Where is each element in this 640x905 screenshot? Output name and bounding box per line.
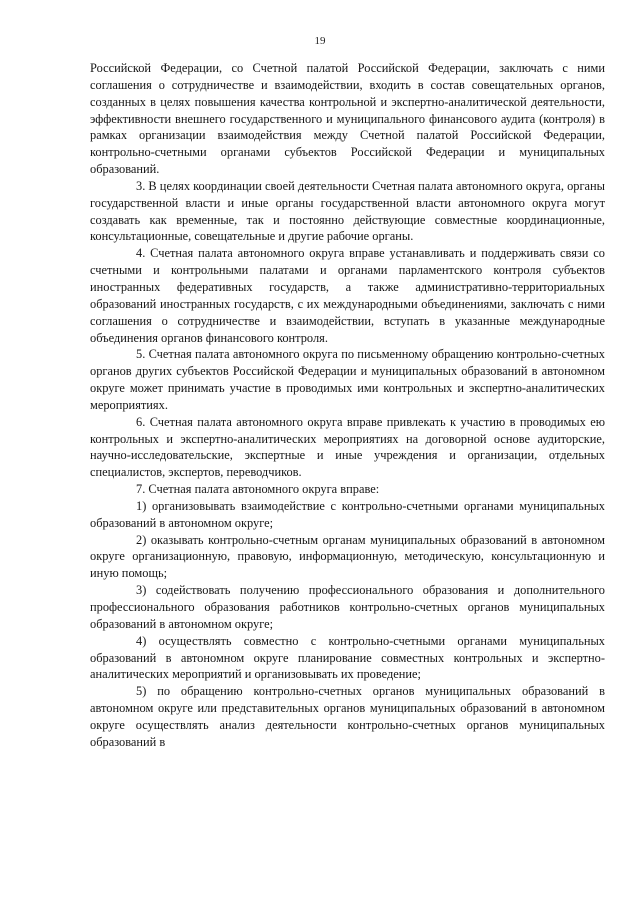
paragraph-6-experts: 6. Счетная палата автономного округа вправе привлекать к участию в проводимых ею контрольных и экспертно-аналитических мероприятиях на договорной основе аудиторские, научно-исследовательские, экспертные и иные учреждения и организации, отдельных специалистов, экспертов, переводчиков. xyxy=(90,414,605,480)
paragraph-7-item-4: 4) осуществлять совместно с контрольно-счетными органами муниципальных образований в автономном округе планирование совместных контрольных и экспертно-аналитических мероприятий и организовывать их проведение; xyxy=(90,633,605,682)
paragraph-continuation: Российской Федерации, со Счетной палатой Российской Федерации, заключать с ними соглашения о сотрудничестве и взаимодействии, входить в состав совещательных органов, созданных в целях повышения качества контрольной и экспертно-аналитической деятельности, эффективности внешнего государственного и муниципального финансового аудита (контроля) в рамках организации взаимодействия между Счетной палатой Российской Федерации, контрольно-счетными органами субъектов Российской Федерации и муниципальных образований. xyxy=(90,61,605,177)
page-number: 19 xyxy=(314,35,326,47)
document-body xyxy=(90,60,605,751)
paragraph-7-rights-intro: 7. Счетная палата автономного округа вправе: xyxy=(136,482,380,497)
paragraph-7-item-5: 5) по обращению контрольно-счетных органов муниципальных образований в автономном округе или представительных органов муниципальных образований в автономном округе осуществлять анализ деятельности контрольно-счетных органов муниципальных образований в xyxy=(90,684,605,749)
paragraph-4-international-relations: 4. Счетная палата автономного округа вправе устанавливать и поддерживать связи со счетными и контрольными палатами и органами парламентского контроля субъектов иностранных федеративных государств, а также административно-территориальных образований иностранных государств, с их международными объединениями, заключать с ними соглашения о сотрудничестве и взаимодействии, вступать в указанные международные объединения органов финансового контроля. xyxy=(90,246,605,345)
paragraph-7-item-3: 3) содействовать получению профессионального образования и дополнительного профессионального образования работников контрольно-счетных органов муниципальных образований в автономном округе; xyxy=(90,583,605,631)
paragraph-7-item-1: 1) организовывать взаимодействие с контрольно-счетными органами муниципальных образований в автономном округе; xyxy=(90,498,605,530)
paragraph-5-participation: 5. Счетная палата автономного округа по письменному обращению контрольно-счетных органов других субъектов Российской Федерации и муниципальных образований в автономном округе может принимать участие в проводимых ими контрольных и экспертно-аналитических мероприятиях. xyxy=(90,347,605,412)
paragraph-3-coordination: 3. В целях координации своей деятельности Счетная палата автономного округа, органы государственной власти и иные органы государственной власти автономного округа могут создавать как временные, так и постоянно действующие совместные координационные, консультационные, совещательные и другие рабочие органы. xyxy=(90,178,605,244)
paragraph-7-item-2: 2) оказывать контрольно-счетным органам муниципальных образований в автономном округе организационную, правовую, информационную, методическую, консультационную и иную помощь; xyxy=(90,532,605,581)
